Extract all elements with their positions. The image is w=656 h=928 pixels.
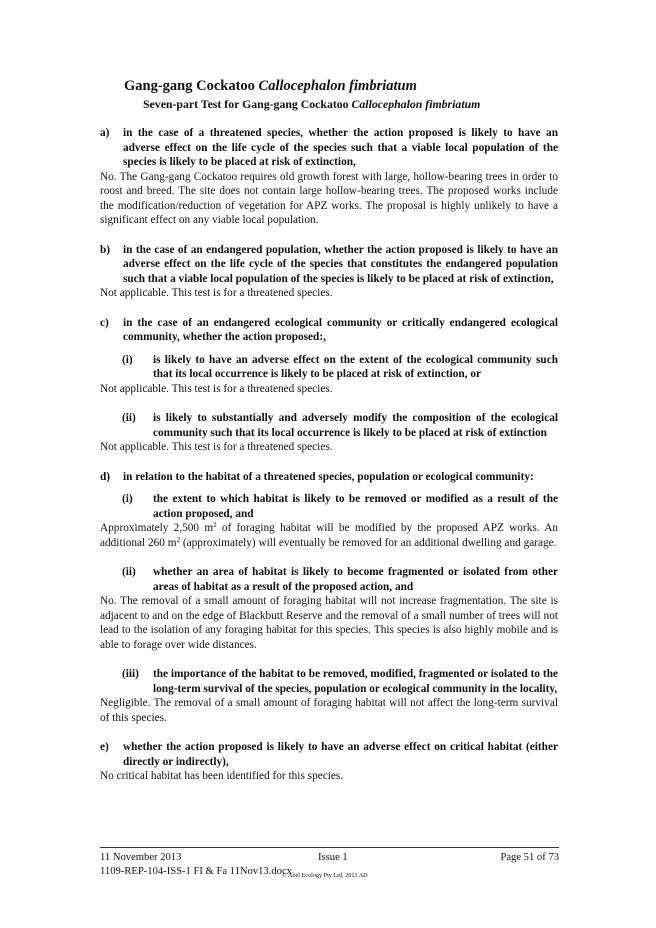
question-c-ii-marker: (ii) — [122, 412, 136, 424]
subtitle-scientific-name: Callocephalon fimbriatum — [351, 97, 481, 111]
question-c-i — [100, 353, 558, 382]
question-b — [100, 243, 558, 287]
question-a-text: in the case of a threatened species, whether the action proposed is likely to have an adverse effect on the life cycle of the species such that a viable local population of the species is likely to be placed at risk of extinction, — [123, 127, 558, 168]
question-c-text: in the case of an endangered ecological community or critically endangered ecological community, whether the action proposed:, — [123, 316, 558, 343]
title-scientific-name: Callocephalon fimbriatum — [258, 78, 417, 94]
question-c-i-text: is likely to have an adverse effect on the extent of the ecological community such that its local occurrence is likely to be placed at risk of extinction, or — [153, 353, 558, 380]
question-a — [100, 126, 558, 170]
answer-d-i-sup1: 2 — [213, 521, 217, 529]
page-subtitle — [143, 97, 480, 112]
footer-copyright: © Abel Ecology Pty Ltd, 2013 AD — [282, 872, 368, 879]
question-c — [100, 316, 558, 345]
answer-b: Not applicable. This test is for a threatened species. — [100, 287, 333, 299]
question-e — [100, 740, 558, 769]
question-e-text: whether the action proposed is likely to have an adverse effect on critical habitat (either directly or indirectly), — [123, 741, 558, 768]
answer-d-ii: No. The removal of a small amount of foraging habitat will not increase fragmentation. The site is adjacent to and on the edge of Blackbutt Reserve and the removal of a small number of trees will not lead to the isolation of any foraging habitat for this species. This species is also highly mobile and is able to forage over wide distances. — [100, 595, 558, 651]
answer-c-ii: Not applicable. This test is for a threatened species. — [100, 441, 333, 453]
answer-d-iii: Negligible. The removal of a small amount of foraging habitat will not affect the long-term survival of this species. — [100, 697, 558, 724]
answer-a: No. The Gang-gang Cockatoo requires old growth forest with large, hollow-bearing trees in order to roost and breed. The site does not contain large hollow-bearing trees. The proposed works include the modification/reduction of vegetation for APZ works. The proposal is highly unlikely to have a significant effect on any viable local population. — [100, 170, 558, 226]
answer-d-i-part2: of foraging habitat will be modified by the proposed APZ works. An additional 260 m — [100, 522, 559, 549]
test-content — [100, 126, 558, 784]
question-c-ii — [100, 411, 558, 440]
question-d-ii-text: whether an area of habitat is likely to become fragmented or isolated from other areas of habitat as a result of the proposed action, and — [153, 566, 558, 593]
question-d-i-marker: (i) — [122, 493, 133, 505]
question-b-text: in the case of an endangered population, whether the action proposed is likely to have an adverse effect on the life cycle of the species that constitutes the endangered population such that a viable local population of the species is likely to be placed at risk of extinction, — [123, 243, 558, 285]
question-d-marker: d) — [100, 470, 111, 483]
footer-divider — [100, 847, 559, 848]
footer-date: 11 November 2013 — [100, 852, 182, 863]
footer-document-reference: 1109-REP-104-ISS-1 FI & Fa 11Nov13.docx — [100, 866, 292, 877]
question-d-iii-marker: (iii) — [122, 668, 139, 680]
question-c-marker: c) — [100, 316, 109, 329]
question-d-i — [100, 492, 558, 521]
question-d-i-text: the extent to which habitat is likely to be removed or modified as a result of the action proposed, and — [153, 493, 558, 520]
answer-c-i: Not applicable. This test is for a threatened species. — [100, 382, 333, 395]
question-d-iii — [100, 667, 558, 696]
answer-d-i — [100, 521, 558, 550]
answer-e: No critical habitat has been identified for this species. — [100, 770, 344, 782]
footer-page-number: Page 51 of 73 — [500, 852, 559, 863]
title-common-name: Gang-gang Cockatoo — [124, 78, 255, 94]
question-c-i-marker: (i) — [122, 353, 133, 366]
question-d-iii-text: the importance of the habitat to be removed, modified, fragmented or isolated to the long-term survival of the species, population or ecological community in the locality, — [153, 668, 558, 695]
footer-issue: Issue 1 — [318, 852, 348, 863]
question-d-ii — [100, 565, 558, 594]
question-d-ii-marker: (ii) — [122, 566, 136, 578]
page-title — [124, 78, 417, 95]
question-b-marker: b) — [100, 243, 111, 256]
question-c-ii-text: is likely to substantially and adversely modify the composition of the ecological community such that its local occurrence is likely to be placed at risk of extinction — [153, 412, 558, 439]
question-d-text: in relation to the habitat of a threatened species, population or ecological community: — [123, 470, 534, 483]
answer-d-i-part1: Approximately 2,500 m — [100, 522, 214, 534]
answer-d-i-part3: (approximately) will eventually be removed for an additional dwelling and garage. — [180, 536, 557, 549]
question-d — [100, 470, 558, 485]
question-e-marker: e) — [100, 741, 109, 753]
subtitle-text: Seven-part Test for Gang-gang Cockatoo — [143, 97, 349, 111]
answer-d-i-sup2: 2 — [176, 535, 181, 544]
question-a-marker: a) — [100, 127, 110, 139]
